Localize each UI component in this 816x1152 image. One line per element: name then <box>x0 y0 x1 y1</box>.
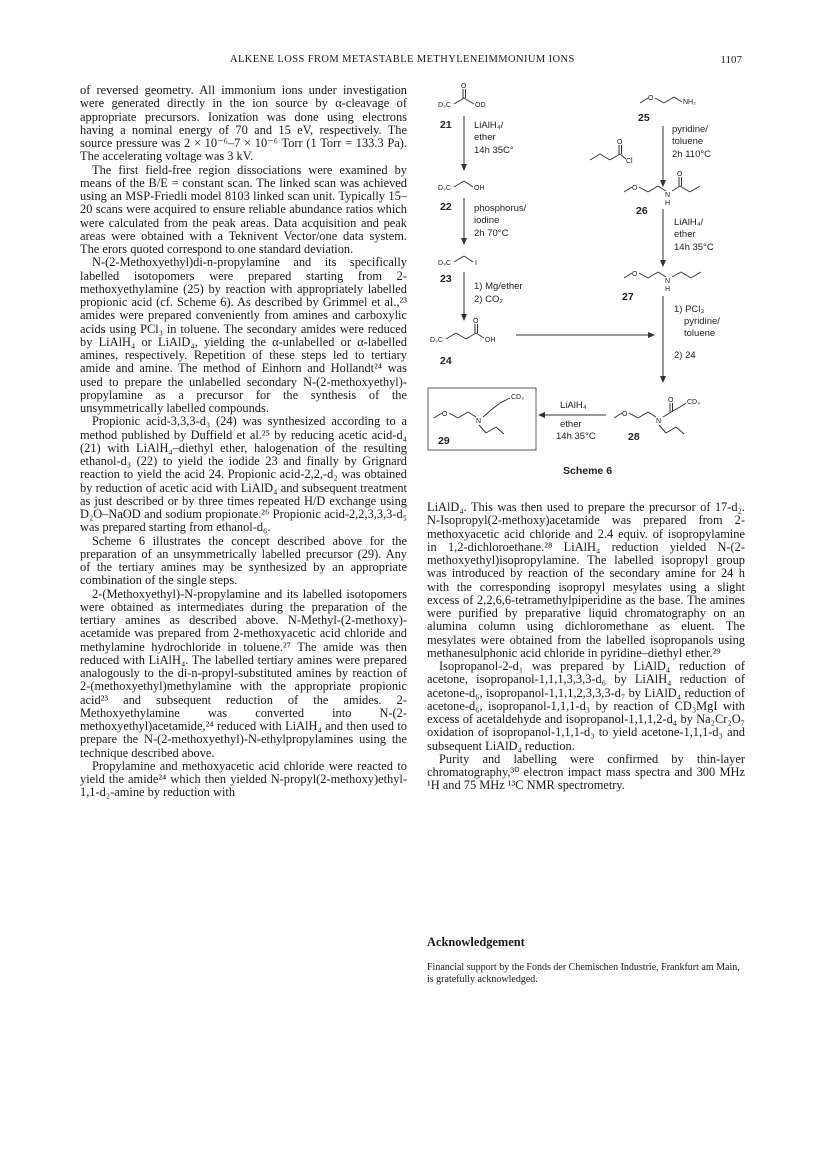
atom-label: N <box>476 418 482 425</box>
condition-line: 14h 35°C <box>674 242 714 253</box>
compound-number: 22 <box>440 201 452 213</box>
atom-label: CD₃ <box>687 399 700 406</box>
bond <box>680 186 690 192</box>
atom-label: D₃C <box>438 185 451 192</box>
paragraph: of reversed geometry. All immonium ions under investigation were generated directly in the ion source by α-cleavage of appropriate precursors. Ionization was done using electrons having a nominal energy of 70 and 15 eV, respectively. The source pressure was 2 × 10⁻⁶–7 × 10⁻⁶ Torr (1 Torr = 133.3 Pa). The accelerating voltage was 3 kV. <box>80 83 407 164</box>
condition-line: 14h 35°C <box>556 431 596 442</box>
bond <box>614 413 622 418</box>
arrow-head <box>660 376 666 383</box>
compound-number: 21 <box>440 119 452 131</box>
compound-number: 25 <box>638 112 650 124</box>
bond <box>483 410 491 417</box>
atom-label: H <box>665 286 671 293</box>
atom-label: H <box>665 200 671 207</box>
left-column <box>80 84 407 800</box>
condition-line: 2) 24 <box>674 350 696 361</box>
acknowledgement-heading: Acknowledgement <box>427 935 525 949</box>
paragraph: 2-(Methoxyethyl)-N-propylamine and its labelled isotopomers were obtained as intermediates during the preparation of the tertiary amines as described above. N-Methyl-(2-methoxy)-acetamide was prepared from 2-methoxyacetic acid chloride and methylamine hydrochloride in toluene.²⁷ The amide was then reduced with LiAlH₄. The labelled tertiary amines were prepared analogously to the di-n-propyl-substituted amines by reaction of 2-(methoxyethyl)methylamine with the appropriate propionic acid²³ and subsequent reduction of the amides. 2-Methoxyethylamine was converted into N-(2-methoxyethyl)acetamide,²⁴ reduced with LiAlH₄ and then used to prepare the N-(2-methoxyethyl)-N-ethylpropylamines using the technique described above. <box>80 586 407 760</box>
bond <box>624 273 632 278</box>
condition-line: 1) Mg/ether <box>474 281 523 292</box>
atom-label: Cl <box>626 158 633 165</box>
paragraph: Scheme 6 illustrates the concept described above for the preparation of an unsymmetrically labelled precursor (29). Any of the tertiary amines may be synthesized by an appropriate combination of the single steps. <box>80 533 407 588</box>
bond <box>672 186 680 191</box>
compound-number: 29 <box>438 435 450 447</box>
bond <box>690 186 700 192</box>
bond <box>468 412 476 417</box>
bond <box>500 398 510 403</box>
paragraph: Propionic acid-3,3,3-d₃ (24) was synthesized according to a method published by Duffield et al.²⁵ by reducing acetic acid-d₄ (21) with LiAlH₄–diethyl ether, halogenation of the resulting ethanol-d₃ (22) to yield the iodide 23 and finally by Grignard reaction to yield the acid 24. Propionic acid-2,2,-d₂ was obtained by reduction of acetic acid with LiAlD₄ and subsequent treatment as just described or by three times repeated H/D exchange using D₂O–NaOD and sodium propionate.²⁶ Propionic acid-2,2,3,3,3-d₅ was prepared starting from ethanol-d₆. <box>80 414 407 535</box>
page-header <box>80 54 742 70</box>
bond <box>672 272 681 277</box>
atom-label: O <box>648 95 654 102</box>
bond <box>680 403 686 407</box>
bond <box>624 187 632 192</box>
condition-line: 2) CO₂ <box>474 294 504 305</box>
bond <box>629 413 638 418</box>
bond <box>648 186 658 192</box>
scheme-6-figure <box>418 82 748 482</box>
atom-label: O <box>442 411 448 418</box>
atom-label: CD₃ <box>511 394 524 401</box>
arrow-head <box>461 314 467 321</box>
arrow-head <box>648 332 655 338</box>
right-column <box>427 501 745 793</box>
compound-number: 23 <box>440 273 452 285</box>
atom-label: OH <box>485 337 496 344</box>
paragraph: The first field-free region dissociations were examined by means of the B/E = constant scan. The linked scan was achieved using an MSP-Friedli model 8103 linked scan unit. Typically 15–20 scans were acquired to ensure reliable abundance ratios which were calculated from the peak areas. Data acquisition and peak areas were obtained with a Teknivent Vector/one data system. The erors quoted correspond to one standard deviation. <box>80 162 407 256</box>
paragraph: LiAlD₄. This was then used to prepare the precursor of 17-d₂. N-Isopropyl(2-methoxy)acetamide was prepared from 2-methoxyacetic acid chloride and 2.4 equiv. of isopropylamine in 1,2-dichloroethane.²⁸ LiAlH₄ reduction yielded N-(2-methoxyethyl)isopropylamine. The labelled isopropyl group was introduced by reaction of the secondary amine for 24 h with the corresponding isopropyl mesylates using a slight excess of 2,2,6,6-tetramethylpiperidine as the base. The amines were purified by preparative liquid chromatography on an alumina column using dichloromethane as eluent. The mesylates were obtained from the labelled isopropanols using methanesulphonic acid chloride in pyridine–diethyl ether.²⁹ <box>427 500 745 660</box>
atom-label: D₃C <box>438 260 451 267</box>
atom-label: O <box>677 171 683 178</box>
atom-label: N <box>665 278 671 285</box>
bond <box>496 427 504 434</box>
bond <box>600 154 610 160</box>
bond <box>674 97 682 102</box>
running-title: ALKENE LOSS FROM METASTABLE METHYLENEIMMONIUM IONS <box>230 54 575 65</box>
compound-number: 27 <box>622 291 634 303</box>
atom-label: O <box>617 139 623 146</box>
scheme-caption: Scheme 6 <box>563 465 613 477</box>
bond <box>639 273 648 278</box>
atom-label: O <box>668 397 674 404</box>
bond <box>658 186 666 191</box>
bond <box>610 154 620 160</box>
bond <box>666 427 676 433</box>
bond <box>676 427 684 434</box>
condition-line: pyridine/ <box>684 316 720 327</box>
atom-label: O <box>632 185 638 192</box>
atom-label: D₃C <box>438 102 451 109</box>
bond <box>454 256 464 262</box>
bond <box>590 154 600 160</box>
bond <box>486 427 496 433</box>
condition-line: iodine <box>474 215 500 226</box>
atom-label: OH <box>474 185 485 192</box>
bond <box>434 413 442 418</box>
acknowledgement-text: Financial support by the Fonds der Chemischen Industrie, Frankfurt am Main, is gratefully acknowledged. <box>427 962 740 985</box>
bond <box>456 333 466 339</box>
atom-label: NH₂ <box>683 99 696 106</box>
condition-line: 14h 35C° <box>474 145 514 156</box>
compound-number: 26 <box>636 205 648 217</box>
condition-line: 2h 110°C <box>672 149 712 160</box>
bond <box>640 98 648 103</box>
bond <box>479 425 486 433</box>
bond <box>454 181 464 187</box>
bond <box>638 412 648 418</box>
bond <box>658 272 666 277</box>
bond <box>639 187 648 192</box>
bond <box>458 412 468 418</box>
atom-label: OD <box>475 102 486 109</box>
condition-line: ether <box>674 229 696 240</box>
bond <box>464 181 473 187</box>
paragraph: Propylamine and methoxyacetic acid chloride were reacted to yield the amide²⁴ which then yielded N-propyl(2-methoxy)ethyl-1,1-d₂-amine by reduction with <box>80 758 407 800</box>
condition-line: 2h 70°C <box>474 228 509 239</box>
bond <box>446 333 456 339</box>
bond <box>648 272 658 278</box>
paragraph: Purity and labelling were confirmed by thin-layer chromatography,³⁰ electron impact mass spectra and 300 MHz ¹H and 75 MHz ¹³C NMR spectrometry. <box>427 751 745 793</box>
arrow-head <box>461 238 467 245</box>
condition-line: toluene <box>684 328 716 339</box>
arrow-head <box>461 164 467 171</box>
bond <box>466 333 476 339</box>
bond <box>491 403 500 410</box>
bond <box>663 412 671 417</box>
condition-line: LiAlH₄/ <box>674 217 704 228</box>
paragraph: Isopropanol-2-d₁ was prepared by LiAlD₄ reduction of acetone, isopropanol-1,1,1,3,3,3-d₆ by LiAlH₄ reduction of acetone-d₆, isopropanol-1,1,1,2,3,3,3-d₇ by LiAlD₄ reduction of acetone-d₆, isopropanol-1,1,1-d₃ by reaction of CD₃MgI with excess of acetaldehyde and isopropanol-1,1,1,2-d₄ by Na₂Cr₂O₇ oxidation of isopropanol-1,1,1-d₃ to yield acetone-1,1,1-d₃ and subsequent LiAlD₄ reduction. <box>427 659 745 753</box>
scheme-svg <box>418 82 748 482</box>
atom-label: D₃C <box>430 337 443 344</box>
atom-label: O <box>632 271 638 278</box>
bond <box>464 256 473 262</box>
condition-line: LiAlH₄ <box>560 400 587 411</box>
arrow-head <box>538 412 545 418</box>
bond <box>454 98 464 104</box>
condition-line: 1) PCl₃ <box>674 304 705 315</box>
page-number: 1107 <box>720 54 742 66</box>
compound-number: 28 <box>628 431 640 443</box>
atom-label: O <box>473 318 479 325</box>
bond <box>691 272 701 278</box>
bond <box>664 97 674 103</box>
atom-label: O <box>622 411 628 418</box>
bond <box>648 412 656 417</box>
bond <box>476 333 484 338</box>
bond <box>655 98 664 103</box>
condition-line: phosphorus/ <box>474 203 527 214</box>
bond <box>449 413 458 418</box>
condition-line: pyridine/ <box>672 124 708 135</box>
paragraph: N-(2-Methoxyethyl)di-n-propylamine and its specifically labelled isotopomers were prepared starting from 2-methoxyethylamine (25) by reaction with appropriately labelled propionic acid (cf. Scheme 6). As described by Grimmel et al.,²³ amides were prepared conveniently from amines and carboxylic acids using PCl₃ in toluene. The secondary amides were reduced by LiAlH₄ or LiAlD₄, yielding the α-unlabelled or α-labelled amines, respectively. Repetition of these steps led to tertiary amide and amine. The method of Einhorn and Hollandt²⁴ was used to prepare the unlabelled secondary N-(2-methoxyethyl)-propylamine as a precursor for the synthesis of the unsymmetrically labelled compounds. <box>80 255 407 415</box>
bond <box>681 272 691 278</box>
bond <box>464 98 474 104</box>
compound-number: 24 <box>440 355 452 367</box>
arrow-head <box>660 180 666 187</box>
arrow-head <box>660 260 666 267</box>
bond <box>659 425 666 433</box>
atom-label: N <box>656 418 662 425</box>
atom-label: O <box>461 83 467 90</box>
condition-line: LiAlH₄/ <box>474 120 504 131</box>
condition-line: ether <box>474 132 496 143</box>
atom-label: N <box>665 192 671 199</box>
condition-line: toluene <box>672 136 704 147</box>
atom-label: I <box>475 260 477 267</box>
condition-line: ether <box>560 419 582 430</box>
